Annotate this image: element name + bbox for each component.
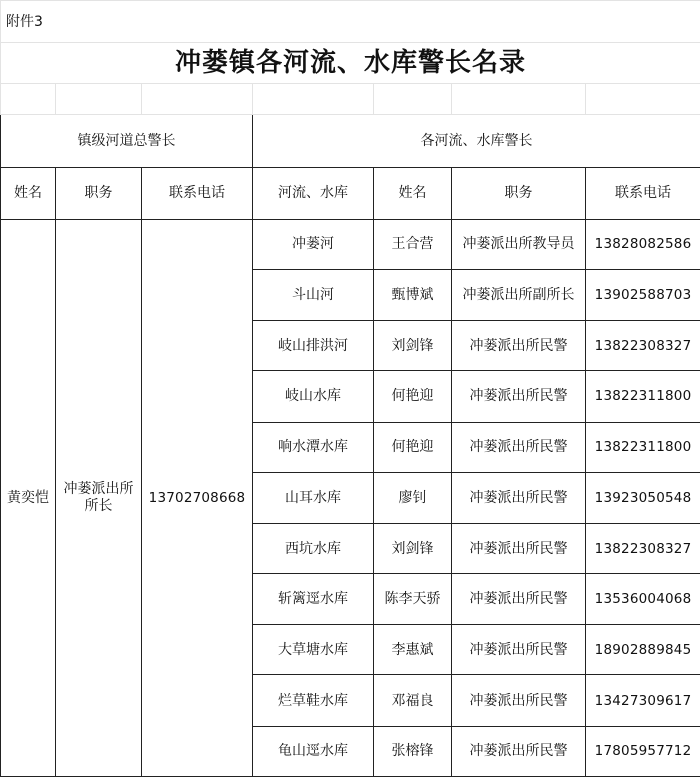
water-body-cell: 大草塘水库 <box>253 625 374 675</box>
empty-cell <box>56 84 142 115</box>
officer-name-cell: 刘剑锋 <box>374 523 452 573</box>
officer-phone-cell: 13828082586 <box>586 219 700 269</box>
officer-phone-cell: 13427309617 <box>586 675 700 726</box>
page-title: 冲蒌镇各河流、水库警长名录 <box>1 43 700 84</box>
empty-cell <box>1 84 56 115</box>
officer-name-cell: 李惠斌 <box>374 625 452 675</box>
empty-cell <box>142 84 253 115</box>
officer-name-cell: 张榕锋 <box>374 726 452 776</box>
officer-position-cell: 冲蒌派出所民警 <box>452 472 586 523</box>
officer-position-cell: 冲蒌派出所民警 <box>452 574 586 625</box>
water-body-cell: 冲蒌河 <box>253 219 374 269</box>
attachment-label: 附件3 <box>1 1 700 43</box>
water-body-cell: 响水潭水库 <box>253 422 374 472</box>
officer-position-cell: 冲蒌派出所民警 <box>452 371 586 422</box>
water-body-cell: 龟山逕水库 <box>253 726 374 776</box>
officer-name-cell: 何艳迎 <box>374 422 452 472</box>
group-header-town-level: 镇级河道总警长 <box>1 115 253 167</box>
officer-phone-cell: 13902588703 <box>586 269 700 320</box>
officer-name-cell: 刘剑锋 <box>374 321 452 371</box>
officer-phone-cell: 13822308327 <box>586 321 700 371</box>
water-body-cell: 山耳水库 <box>253 472 374 523</box>
water-body-cell: 岐山排洪河 <box>253 321 374 371</box>
officer-position-cell: 冲蒌派出所民警 <box>452 726 586 776</box>
officer-phone-cell: 17805957712 <box>586 726 700 776</box>
empty-cell <box>374 84 452 115</box>
officer-position-cell: 冲蒌派出所民警 <box>452 675 586 726</box>
officer-phone-cell: 13822311800 <box>586 422 700 472</box>
water-body-cell: 西坑水库 <box>253 523 374 573</box>
water-body-cell: 斗山河 <box>253 269 374 320</box>
water-body-cell: 烂草鞋水库 <box>253 675 374 726</box>
officer-name-cell: 陈李天骄 <box>374 574 452 625</box>
column-header-position: 职务 <box>56 167 142 219</box>
officer-name-cell: 廖钊 <box>374 472 452 523</box>
officer-phone-cell: 13536004068 <box>586 574 700 625</box>
officer-phone-cell: 13822311800 <box>586 371 700 422</box>
water-body-cell: 岐山水库 <box>253 371 374 422</box>
column-header-name: 姓名 <box>1 167 56 219</box>
chief-phone: 13702708668 <box>142 219 253 776</box>
officer-phone-cell: 13822308327 <box>586 523 700 573</box>
officer-name-cell: 何艳迎 <box>374 371 452 422</box>
column-header-officer-phone: 联系电话 <box>586 167 700 219</box>
water-body-cell: 斩篱逕水库 <box>253 574 374 625</box>
officer-phone-cell: 18902889845 <box>586 625 700 675</box>
empty-cell <box>452 84 586 115</box>
chief-name: 黄奕恺 <box>1 219 56 776</box>
officer-position-cell: 冲蒌派出所民警 <box>452 422 586 472</box>
officer-position-cell: 冲蒌派出所民警 <box>452 523 586 573</box>
column-header-officer-position: 职务 <box>452 167 586 219</box>
officer-position-cell: 冲蒌派出所民警 <box>452 625 586 675</box>
group-header-rivers: 各河流、水库警长 <box>253 115 700 167</box>
officer-phone-cell: 13923050548 <box>586 472 700 523</box>
officer-name-cell: 王合营 <box>374 219 452 269</box>
officer-position-cell: 冲蒌派出所教导员 <box>452 219 586 269</box>
officer-name-cell: 甄博斌 <box>374 269 452 320</box>
officer-position-cell: 冲蒌派出所副所长 <box>452 269 586 320</box>
table-row <box>1 219 700 269</box>
officer-name-cell: 邓福良 <box>374 675 452 726</box>
chief-position: 冲蒌派出所所长 <box>56 219 142 776</box>
column-header-phone: 联系电话 <box>142 167 253 219</box>
column-header-officer-name: 姓名 <box>374 167 452 219</box>
officer-position-cell: 冲蒌派出所民警 <box>452 321 586 371</box>
column-header-water-body: 河流、水库 <box>253 167 374 219</box>
empty-cell <box>253 84 374 115</box>
empty-cell <box>586 84 700 115</box>
